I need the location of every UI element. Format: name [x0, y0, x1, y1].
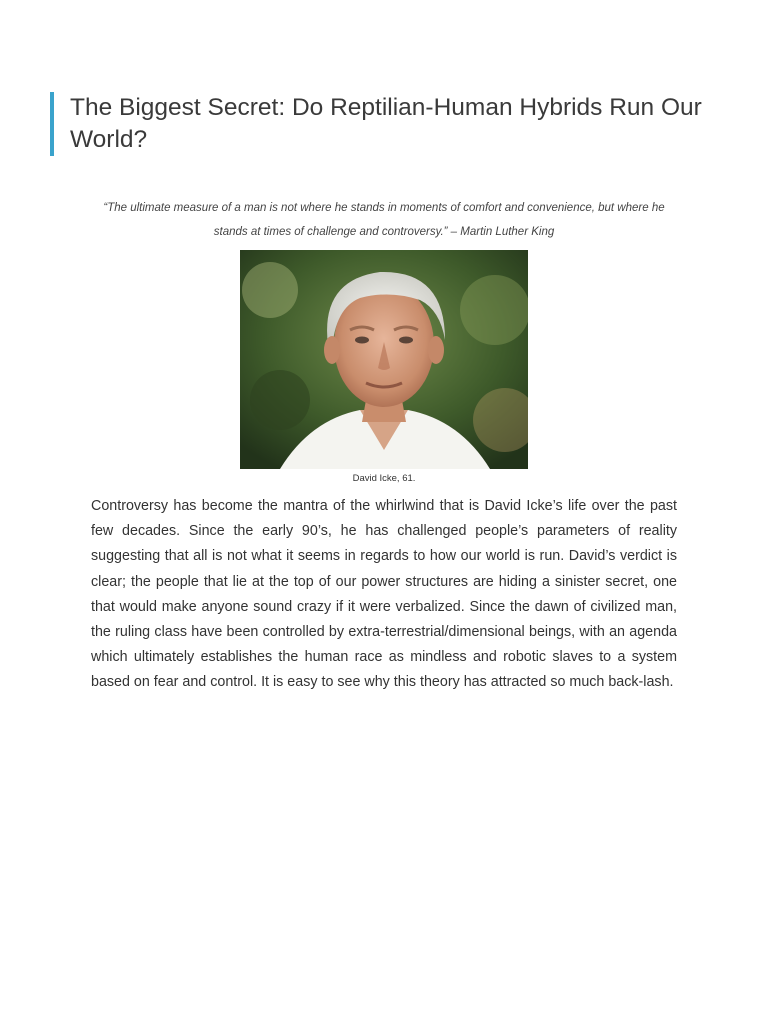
portrait-photo: [240, 250, 528, 469]
photo-caption: David Icke, 61.: [352, 473, 416, 484]
title-block: [50, 92, 730, 156]
article-title: The Biggest Secret: Do Reptilian-Human Hybrids Run Our World?: [70, 94, 702, 153]
article-body: Controversy has become the mantra of the whirlwind that is David Icke’s life over the past few decades. Since the early 90’s, he has challenged people’s parameters of reality suggesting that all is not what it seems in regards to how our world is run. David’s verdict is clear; the people that lie at the top of our power structures are hiding a sinister secret, one that would make anyone sound crazy if it were verbalized. Since the dawn of civilized man, the ruling class have been controlled by extra-terrestrial/dimensional beings, with an agenda which ultimately establishes the human race as mindless and robotic slaves to a system based on fear and control. It is easy to see why this theory has attracted so much back-lash.: [91, 498, 677, 691]
epigraph-quote: “The ultimate measure of a man is not where he stands in moments of comfort and convenience, but where he stands at times of challenge and controversy.” – Martin Luther King: [103, 202, 665, 238]
